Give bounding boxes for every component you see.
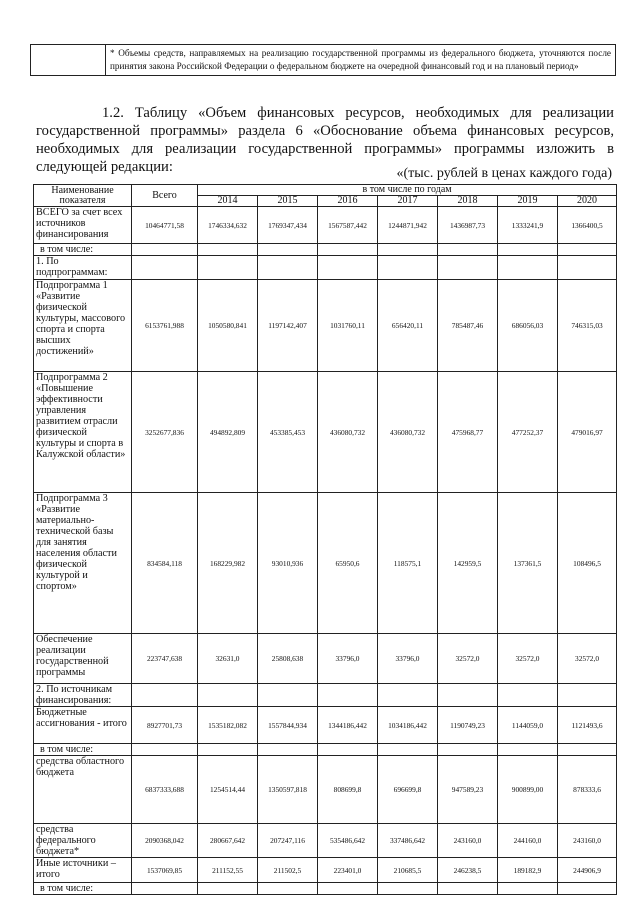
row-label: ВСЕГО за счет всех источников финансирования: [34, 207, 132, 244]
row-year-value: 223401,0: [318, 858, 378, 883]
table-row: [34, 207, 617, 244]
row-label: средства федерального бюджета*: [34, 824, 132, 858]
row-year-value: 168229,982: [198, 493, 258, 634]
row-label: средства областного бюджета: [34, 756, 132, 824]
row-year-value: 32572,0: [498, 634, 558, 684]
row-total: 1537069,85: [132, 858, 198, 883]
row-year-value: 1244871,942: [378, 207, 438, 244]
row-year-value: 436080,732: [318, 372, 378, 493]
row-year-value: 244906,9: [558, 858, 617, 883]
row-year-value: 33796,0: [318, 634, 378, 684]
row-year-value: 211152,55: [198, 858, 258, 883]
table-row: [34, 858, 617, 883]
row-year-value: 1333241,9: [498, 207, 558, 244]
header-total: Всего: [132, 185, 198, 207]
row-year-value: 142959,5: [438, 493, 498, 634]
row-year-value: [318, 883, 378, 895]
row-year-value: 477252,37: [498, 372, 558, 493]
header-year: 2014: [198, 196, 258, 207]
table-row: [34, 493, 617, 634]
table-row: [34, 883, 617, 895]
row-year-value: 1366400,5: [558, 207, 617, 244]
row-total: 6153761,988: [132, 280, 198, 372]
row-year-value: 280667,642: [198, 824, 258, 858]
row-year-value: [258, 744, 318, 756]
row-year-value: 1436987,73: [438, 207, 498, 244]
row-year-value: 1344186,442: [318, 707, 378, 744]
row-year-value: [558, 744, 617, 756]
row-year-value: [498, 744, 558, 756]
row-year-value: 1769347,434: [258, 207, 318, 244]
row-year-value: 494892,809: [198, 372, 258, 493]
row-year-value: [378, 744, 438, 756]
row-year-value: [438, 883, 498, 895]
row-year-value: 1050580,841: [198, 280, 258, 372]
row-year-value: [378, 883, 438, 895]
table-row: [34, 280, 617, 372]
row-year-value: 535486,642: [318, 824, 378, 858]
row-year-value: 1567587,442: [318, 207, 378, 244]
row-year-value: 453385,453: [258, 372, 318, 493]
table-row: [34, 756, 617, 824]
table-row: [34, 256, 617, 280]
row-year-value: 25808,638: [258, 634, 318, 684]
row-year-value: [318, 256, 378, 280]
row-year-value: [258, 684, 318, 707]
table-row: [34, 744, 617, 756]
row-year-value: 686056,03: [498, 280, 558, 372]
row-year-value: 211502,5: [258, 858, 318, 883]
row-total: [132, 244, 198, 256]
row-total: 10464771,58: [132, 207, 198, 244]
row-total: 2090368,042: [132, 824, 198, 858]
row-year-value: 207247,116: [258, 824, 318, 858]
header-year: 2018: [438, 196, 498, 207]
row-year-value: 189182,9: [498, 858, 558, 883]
row-year-value: [438, 684, 498, 707]
row-year-value: 1535182,082: [198, 707, 258, 744]
table-row: [34, 634, 617, 684]
row-year-value: 243160,0: [438, 824, 498, 858]
row-total: [132, 256, 198, 280]
row-total: [132, 684, 198, 707]
table-body: [34, 207, 617, 895]
row-year-value: 1254514,44: [198, 756, 258, 824]
row-year-value: 337486,642: [378, 824, 438, 858]
header-year: 2016: [318, 196, 378, 207]
row-year-value: 479016,97: [558, 372, 617, 493]
row-label: 1. По подпрограммам:: [34, 256, 132, 280]
header-year: 2020: [558, 196, 617, 207]
row-year-value: 947589,23: [438, 756, 498, 824]
row-label: Подпрограмма 3 «Развитие материально-технической базы для занятия населения области физической культурой и спортом»: [34, 493, 132, 634]
row-year-value: [558, 684, 617, 707]
row-year-value: [438, 256, 498, 280]
row-year-value: [258, 883, 318, 895]
row-year-value: [558, 883, 617, 895]
table-row: [34, 684, 617, 707]
row-year-value: [378, 684, 438, 707]
row-year-value: 32572,0: [558, 634, 617, 684]
row-year-value: 1190749,23: [438, 707, 498, 744]
row-year-value: 243160,0: [558, 824, 617, 858]
table-row: [34, 707, 617, 744]
row-label: 2. По источникам финансирования:: [34, 684, 132, 707]
header-year: 2019: [498, 196, 558, 207]
row-label: Подпрограмма 1 «Развитие физической культуры, массового спорта и спорта высших достижений»: [34, 280, 132, 372]
row-year-value: 1197142,407: [258, 280, 318, 372]
row-year-value: 32572,0: [438, 634, 498, 684]
row-year-value: 475968,77: [438, 372, 498, 493]
row-year-value: [198, 244, 258, 256]
table-row: [34, 244, 617, 256]
units-caption: «(тыс. рублей в ценах каждого года): [396, 166, 612, 181]
row-year-value: 878333,6: [558, 756, 617, 824]
row-year-value: [498, 883, 558, 895]
row-year-value: 1350597,818: [258, 756, 318, 824]
row-year-value: 656420,11: [378, 280, 438, 372]
row-year-value: [318, 244, 378, 256]
row-label: Обеспечение реализации государственной программы: [34, 634, 132, 684]
row-year-value: [198, 744, 258, 756]
row-year-value: [378, 244, 438, 256]
row-year-value: 65950,6: [318, 493, 378, 634]
row-year-value: [258, 244, 318, 256]
row-year-value: [198, 684, 258, 707]
row-total: [132, 744, 198, 756]
footnote-blank-cell: [31, 45, 106, 76]
row-year-value: 246238,5: [438, 858, 498, 883]
row-year-value: 118575,1: [378, 493, 438, 634]
table-row: [34, 824, 617, 858]
row-year-value: 746315,03: [558, 280, 617, 372]
row-label: в том числе:: [34, 244, 132, 256]
row-year-value: 1031760,11: [318, 280, 378, 372]
financial-resources-table: [33, 184, 617, 895]
row-year-value: 137361,5: [498, 493, 558, 634]
header-years-group: в том числе по годам: [198, 185, 617, 196]
intro-paragraph: 1.2. Таблицу «Объем финансовых ресурсов, необходимых для реализации государственной программы» раздела 6 «Обоснование объема финансовых ресурсов, необходимых для реализации государственной программы» программы изложить в следующей редакции:: [36, 105, 614, 175]
row-year-value: 1121493,6: [558, 707, 617, 744]
row-year-value: [558, 244, 617, 256]
row-label: Подпрограмма 2 «Повышение эффективности управления развитием отрасли физической культуры и спорта в Калужской области»: [34, 372, 132, 493]
row-year-value: [198, 883, 258, 895]
row-year-value: 108496,5: [558, 493, 617, 634]
row-year-value: 210685,5: [378, 858, 438, 883]
row-year-value: [438, 244, 498, 256]
row-total: 8927701,73: [132, 707, 198, 744]
row-year-value: 808699,8: [318, 756, 378, 824]
row-year-value: [438, 744, 498, 756]
row-total: 3252677,836: [132, 372, 198, 493]
footnote-table: [30, 44, 616, 76]
row-year-value: 244160,0: [498, 824, 558, 858]
row-year-value: [498, 684, 558, 707]
header-year: 2017: [378, 196, 438, 207]
row-year-value: 436080,732: [378, 372, 438, 493]
row-label: в том числе:: [34, 883, 132, 895]
table-row: [34, 372, 617, 493]
row-year-value: [558, 256, 617, 280]
row-year-value: 900899,00: [498, 756, 558, 824]
row-year-value: 1034186,442: [378, 707, 438, 744]
row-label: Иные источники – итого: [34, 858, 132, 883]
row-year-value: [498, 256, 558, 280]
row-total: 6837333,688: [132, 756, 198, 824]
row-total: 834584,118: [132, 493, 198, 634]
row-year-value: 696699,8: [378, 756, 438, 824]
row-year-value: 1557844,934: [258, 707, 318, 744]
row-year-value: 32631,0: [198, 634, 258, 684]
row-year-value: [378, 256, 438, 280]
row-year-value: [318, 744, 378, 756]
row-total: 223747,638: [132, 634, 198, 684]
row-year-value: [258, 256, 318, 280]
row-label: в том числе:: [34, 744, 132, 756]
row-label: Бюджетные ассигнования - итого: [34, 707, 132, 744]
row-year-value: 93010,936: [258, 493, 318, 634]
footnote-text: * Объемы средств, направляемых на реализацию государственной программы из федерального бюджета, уточняются после принятия закона Российской Федерации о федеральном бюджете на очередной финансовый год и на плановый период»: [106, 45, 616, 76]
row-year-value: 1144059,0: [498, 707, 558, 744]
row-year-value: [198, 256, 258, 280]
row-total: [132, 883, 198, 895]
header-year: 2015: [258, 196, 318, 207]
row-year-value: 33796,0: [378, 634, 438, 684]
row-year-value: [318, 684, 378, 707]
row-year-value: 785487,46: [438, 280, 498, 372]
row-year-value: [498, 244, 558, 256]
row-year-value: 1746334,632: [198, 207, 258, 244]
header-name: Наименование показателя: [34, 185, 132, 207]
